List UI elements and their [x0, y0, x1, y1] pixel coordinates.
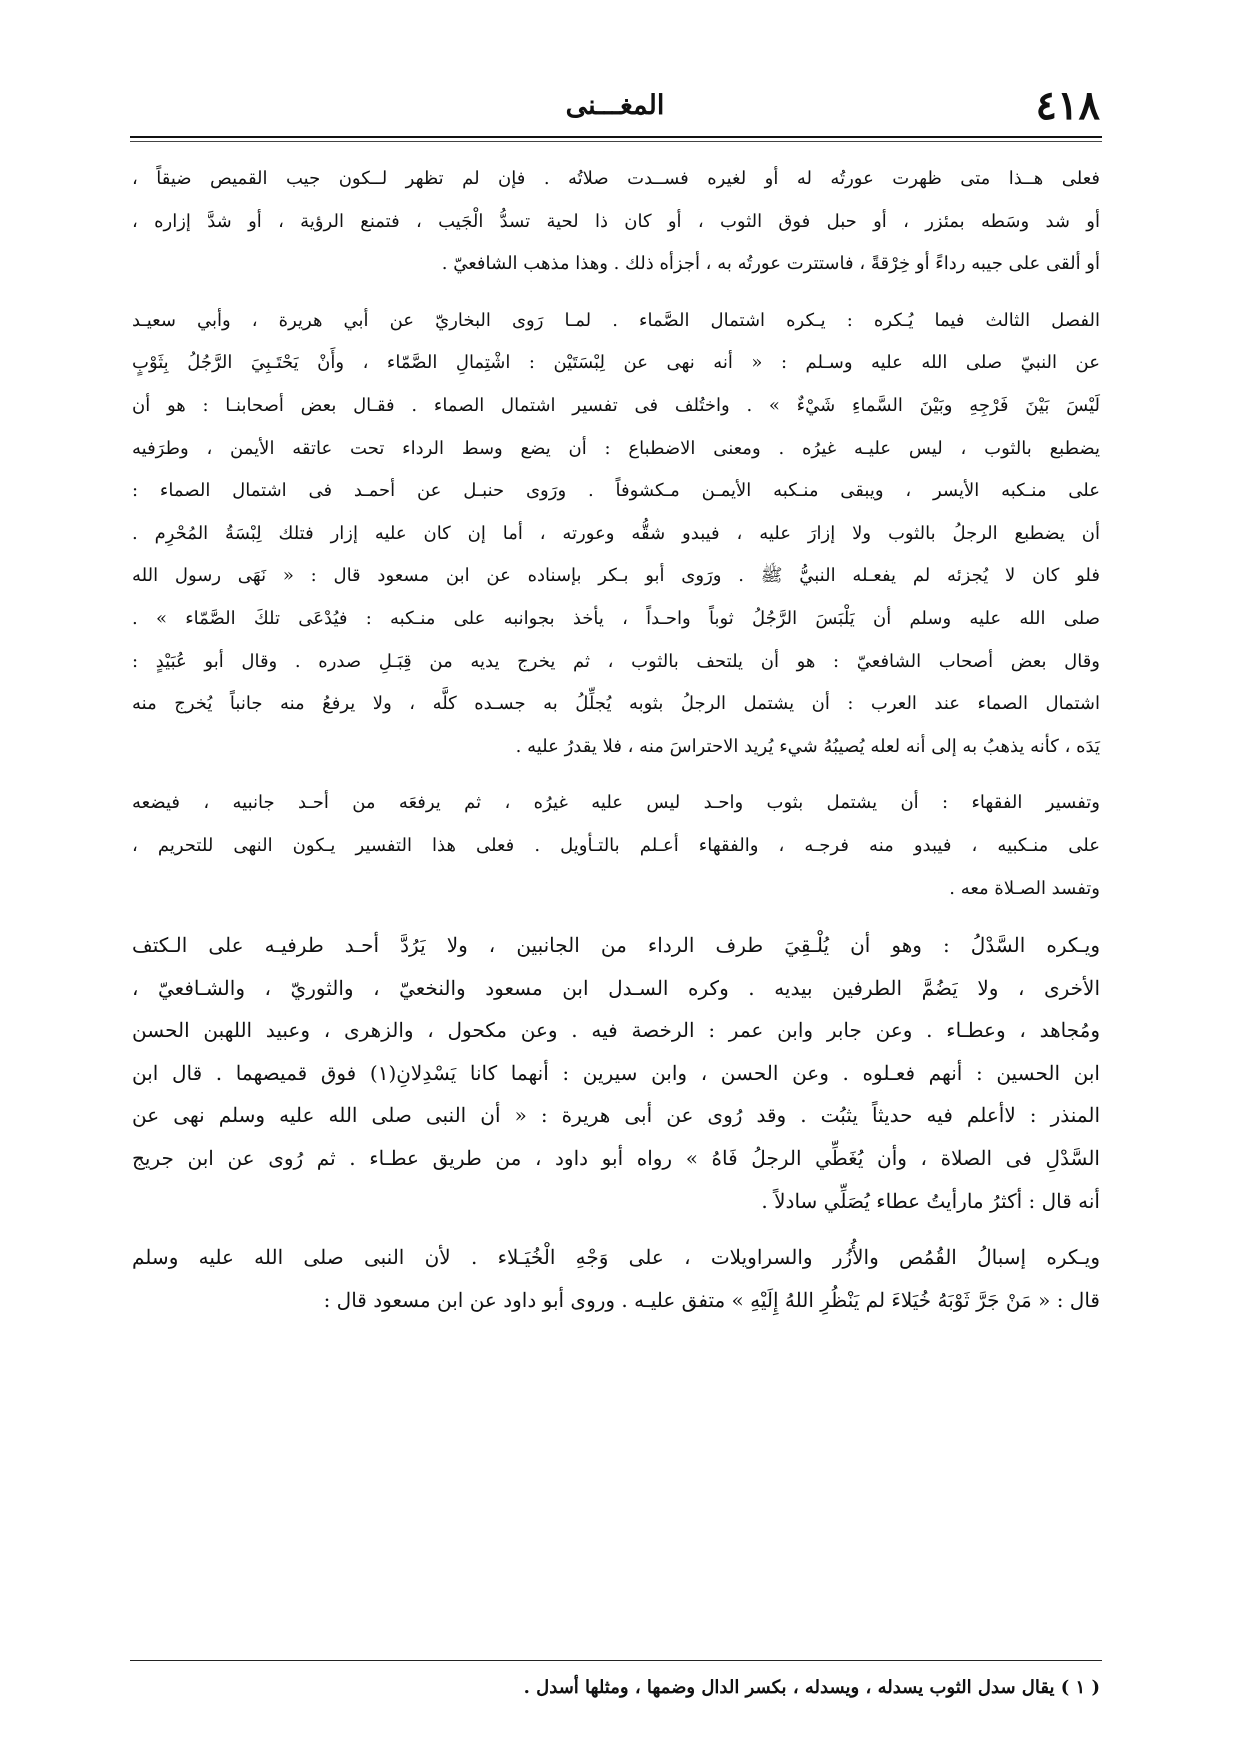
text-line: يَدَه ، كأنه يذهبُ به إلى أنه لعله يُصيبُهُ شيء يُريد الاحتراسَ منه ، فلا يقدرُ عليه .	[515, 735, 1100, 757]
text-line: ويـكره إسبالُ القُمُص والأُزُر والسراويلات ، على وَجْهِ الْخُيَـلاء . لأن النبى صلى الله عليه وسلم	[132, 1245, 1100, 1270]
text-line: وتفسير الفقهاء : أن يشتمل بثوب واحـد ليس عليه غيرُه ، ثم يرفعَه من أحـد جانبيه ، فيضعه	[132, 792, 1100, 814]
running-title: المغـــنى	[565, 90, 665, 121]
text-line: لَيْسَ بَيْنَ فَرْجِهِ وبَيْنَ السَّماءِ شَيْءٌ » . واختُلف فى تفسير اشتمال الصماء . فقـال بعض أصحابنـا : هو أن	[132, 394, 1100, 416]
text-line: أنه قال : أكثرُ مارأيتُ عطاء يُصَلِّي سادلاً .	[761, 1188, 1100, 1213]
text-line: ويـكره السَّدْلُ : وهو أن يُلْـقِيَ طرف الرداء من الجانبين ، ولا يَرُدَّ أحـد طرفيـه على الـكتف	[132, 933, 1100, 958]
text-line: ابن الحسين : أنهم فعـلوه . وعن الحسن ، وابن سيرين : أنهما كانا يَسْدِلانِ(١) فوق قميصهما . قال ابن	[132, 1060, 1100, 1085]
text-line: اشتمال الصماء عند العرب : أن يشتمل الرجلُ بثوبه يُجلِّلُ به جسـده كلَّه ، ولا يرفعُ منه جانباً يُخرج منه	[132, 693, 1100, 715]
text-line: الأخرى ، ولا يَضُمَّ الطرفين بيديه . وكره السـدل ابن مسعود والنخعيّ ، والثوريّ ، والشـافعيّ ،	[132, 975, 1100, 1000]
text-line: أن يضطبع الرجلُ بالثوب ولا إزارَ عليه ، فيبدو شقُّه وعورته ، أما إن كان عليه إزار فتلك لِبْسَةُ المُحْرِم .	[132, 522, 1100, 544]
page-body	[132, 158, 1100, 1335]
footnote: ( ١ ) يقال سدل الثوب يسدله ، ويسدله ، بكسر الدال وضمها ، ومثلها أسدل .	[523, 1677, 1100, 1698]
page-number: ٤١٨	[1035, 82, 1100, 129]
text-line: يضطبع بالثوب ، ليس عليـه غيرُه . ومعنى الاضطباع : أن يضع وسط الرداء تحت عاتقه الأيمن ، وطرَفيه	[132, 437, 1100, 459]
paragraph	[132, 158, 1100, 286]
text-line: أو شد وسَطه بمئزر ، أو حبل فوق الثوب ، أو كان ذا لحية تسدُّ الْجَيب ، فتمنع الرؤية ، أو شدَّ إزاره ،	[132, 210, 1100, 232]
text-line: فعلى هــذا متى ظهرت عورتُه له أو لغيره فســدت صلاتُه . فإن لم تظهر لــكون جيب القميص ضيقاً ،	[132, 168, 1100, 189]
text-line: ومُجاهد ، وعطـاء . وعن جابر وابن عمر : الرخصة فيه . وعن مكحول ، والزهرى ، وعبيد اللهبن الحسن	[132, 1018, 1100, 1043]
text-line: وتفسد الصـلاة معه .	[949, 877, 1100, 899]
footnote-rule	[130, 1660, 1102, 1661]
text-line: عن النبيّ صلى الله عليه وسـلم : « أنه نهى عن لِبْسَتَيْن : اشْتِمالِ الصَّمّاء ، وأَنْ يَحْتَـبِيَ الرَّجُلُ بِثَوْبٍ	[132, 352, 1100, 374]
text-line: الفصل الثالث فيما يُـكره : يـكره اشتمال الصَّماء . لمـا رَوى البخاريّ عن أبي هريرة ، وأبي سعيـد	[132, 309, 1100, 331]
text-line: أو ألقى على جيبه رداءً أو خِرْقةً ، فاستترت عورتُه به ، أجزأه ذلك . وهذا مذهب الشافعيّ .	[441, 253, 1100, 275]
paragraph	[132, 782, 1100, 910]
paragraph	[132, 300, 1100, 769]
text-line: على منـكبه الأيسر ، ويبقى منـكبه الأيمـن مـكشوفاً . ورَوى حنبـل عن أحمـد فى اشتمال الصماء :	[132, 480, 1100, 502]
header-rule-thin	[130, 141, 1102, 142]
paragraph	[132, 924, 1100, 1222]
text-line: صلى الله عليه وسلم أن يَلْبَسَ الرَّجُلُ ثوباً واحـداً ، يأخذ بجوانبه على منـكبه : فيُدْعَى تلكَ الصَّمّاء » .	[132, 607, 1100, 629]
text-line: على منـكبيه ، فيبدو منه فرجـه ، والفقهاء أعـلم بالتـأويل . فعلى هذا التفسير يـكون النهى للتحريم ،	[132, 834, 1101, 856]
page-header	[130, 82, 1100, 132]
text-line: وقال بعض أصحاب الشافعيّ : هو أن يلتحف بالثوب ، ثم يخرج يديه من قِبَـلِ صدره . وقال أبو عُبَيْدٍ :	[132, 650, 1100, 672]
header-rule	[130, 136, 1102, 138]
text-line: المنذر : لاأعلم فيه حديثاً يثبُت . وقد رُوى عن أبى هريرة : « أن النبى صلى الله عليه وسلم نهى عن	[132, 1103, 1100, 1128]
text-line: فلو كان لا يُجزئه لم يفعـله النبيُّ ﷺ . ورَوى أبو بـكر بإسناده عن ابن مسعود قال : « نَهَى رسول الله	[132, 565, 1100, 587]
paragraph	[132, 1236, 1100, 1321]
text-line: قال : « مَنْ جَرَّ ثَوْبَهُ خُيَلاءَ لم يَنْظُرِ اللهُ إِلَيْهِ » متفق عليـه . وروى أبو داود عن ابن مسعود قال :	[323, 1287, 1100, 1312]
text-line: السَّدْلِ فى الصلاة ، وأن يُغَطِّي الرجلُ فَاهُ » رواه أبو داود ، من طريق عطـاء . ثم رُوى عن ابن جريج	[132, 1146, 1100, 1171]
